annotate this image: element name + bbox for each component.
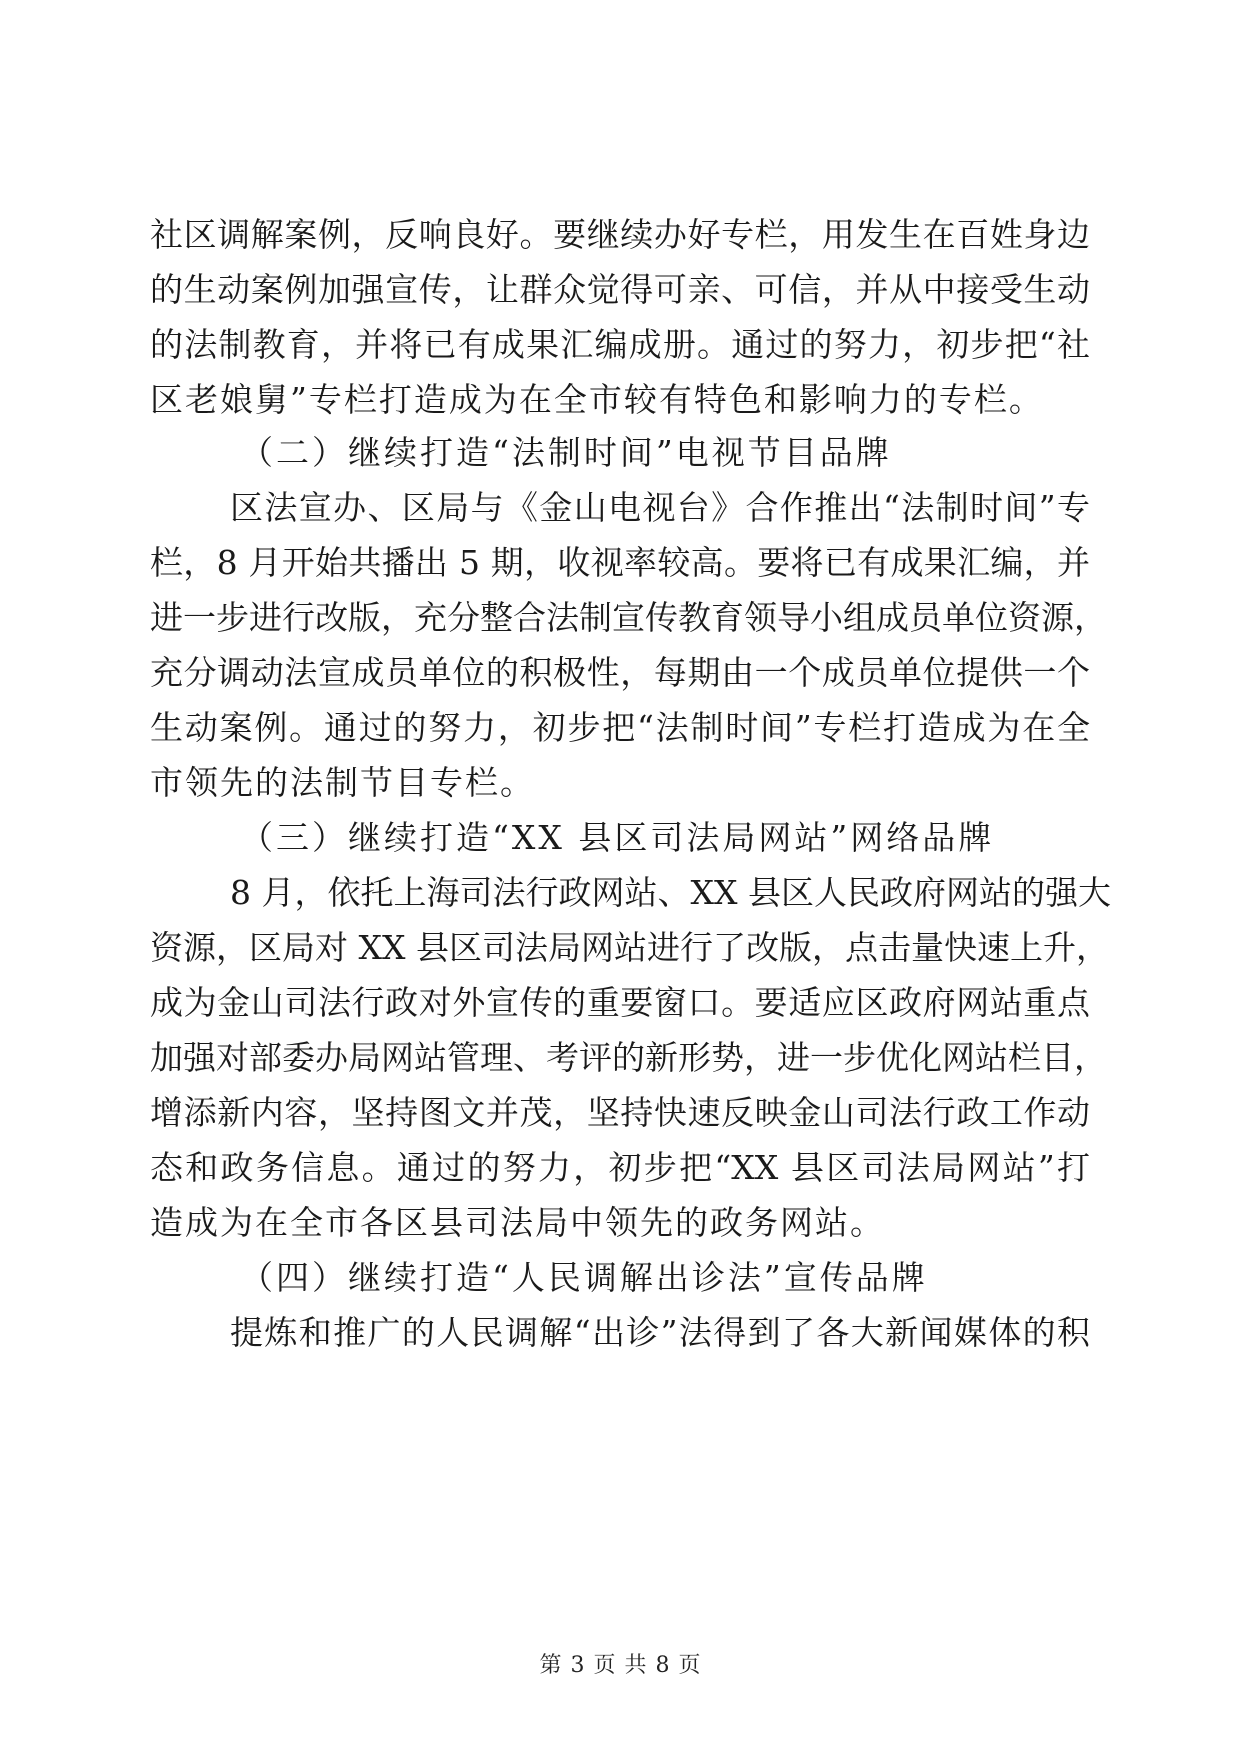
page-number-footer: 第 3 页 共 8 页 <box>539 1653 702 1678</box>
paragraph-line: 区法宣办、区局与《金山电视台》合作推出“法制时间”专 <box>230 488 1090 527</box>
paragraph-line: 充分调动法宣成员单位的积极性，每期由一个成员单位提供一个 <box>150 653 1090 692</box>
section-heading: （四）继续打造“人民调解出诊法”宣传品牌 <box>240 1258 928 1297</box>
paragraph-line: 市领先的法制节目专栏。 <box>150 763 535 802</box>
paragraph-line: 提炼和推广的人民调解“出诊”法得到了各大新闻媒体的积 <box>230 1313 1090 1352</box>
paragraph-line: 资源，区局对 XX 县区司法局网站进行了改版，点击量快速上升， <box>150 928 1109 967</box>
paragraph-line: 成为金山司法行政对外宣传的重要窗口。要适应区政府网站重点 <box>150 983 1090 1022</box>
paragraph-line: 造成为在全市各区县司法局中领先的政务网站。 <box>150 1203 885 1242</box>
paragraph-line: 加强对部委办局网站管理、考评的新形势，进一步优化网站栏目， <box>150 1038 1107 1077</box>
paragraph-line: 8 月，依托上海司法行政网站、XX 县区人民政府网站的强大 <box>230 873 1111 912</box>
paragraph-line: 态和政务信息。通过的努力，初步把“XX 县区司法局网站”打 <box>150 1148 1090 1187</box>
paragraph-line: 栏，8 月开始共播出 5 期，收视率较高。要将已有成果汇编，并 <box>150 543 1090 582</box>
paragraph-line: 区老娘舅”专栏打造成为在全市较有特色和影响力的专栏。 <box>150 380 1044 419</box>
paragraph-line: 进一步进行改版，充分整合法制宣传教育领导小组成员单位资源， <box>150 598 1107 637</box>
paragraph-line: 的法制教育，并将已有成果汇编成册。通过的努力，初步把“社 <box>150 325 1090 364</box>
section-heading: （三）继续打造“XX 县区司法局网站”网络品牌 <box>240 818 995 857</box>
paragraph-line: 生动案例。通过的努力，初步把“法制时间”专栏打造成为在全 <box>150 708 1090 747</box>
section-heading: （二）继续打造“法制时间”电视节目品牌 <box>240 433 892 472</box>
paragraph-line: 增添新内容，坚持图文并茂，坚持快速反映金山司法行政工作动 <box>150 1093 1090 1132</box>
paragraph-line: 社区调解案例，反响良好。要继续办好专栏，用发生在百姓身边 <box>150 215 1090 254</box>
paragraph-line: 的生动案例加强宣传，让群众觉得可亲、可信，并从中接受生动 <box>150 270 1090 309</box>
